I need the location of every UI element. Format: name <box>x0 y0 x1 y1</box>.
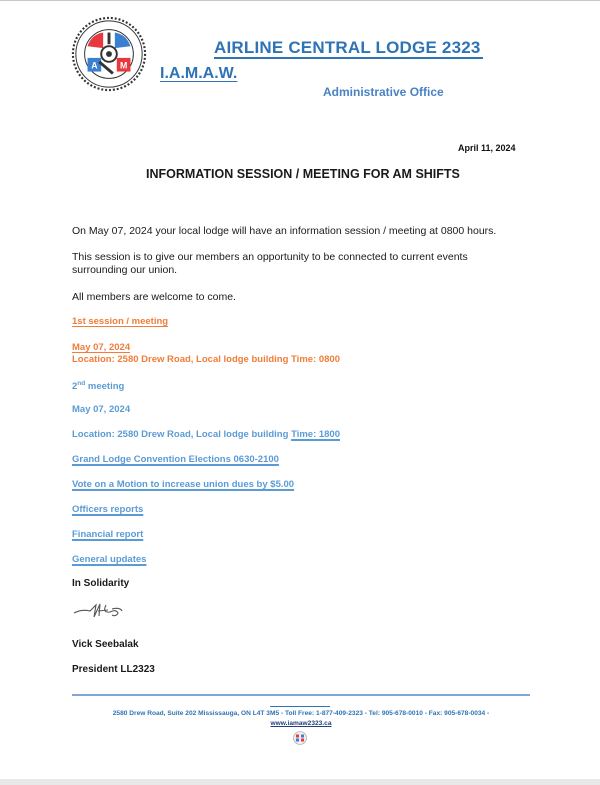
session2-title-num: 2 <box>72 381 78 393</box>
office-label: Administrative Office <box>323 85 444 99</box>
svg-text:M: M <box>119 60 128 71</box>
org-abbreviation: I.A.M.A.W. <box>160 65 238 82</box>
agenda-item-general-updates: General updates <box>72 554 147 565</box>
purpose-paragraph: This session is to give our members an opportunity to be connected to current events surrounding our union. <box>72 251 468 276</box>
footer-address: 2580 Drew Road, Suite 202 Mississauga, ON L4T 3M5 - Toll Free: 1-877-409-2323 - Tel: 905-678-0010 - Fax: 905-678-0034 - <box>112 710 490 717</box>
welcome-paragraph: All members are welcome to come. <box>72 291 236 303</box>
agenda-item-officers-reports: Officers reports <box>72 504 144 515</box>
session2-location-text: Location: 2580 Drew Road, Local lodge building <box>72 429 292 440</box>
session2-location <box>72 428 340 441</box>
footer-website-link[interactable]: www.iamaw2323.ca <box>270 720 332 727</box>
footer-divider <box>72 694 530 696</box>
session2-title-sup: nd <box>77 380 86 387</box>
letter-heading: INFORMATION SESSION / MEETING FOR AM SHIFTS <box>146 167 460 181</box>
session1-title: 1st session / meeting <box>72 316 169 327</box>
signer-name: Vick Seebalak <box>72 639 139 650</box>
signature-image <box>72 599 128 621</box>
footer-logo-icon <box>293 731 307 745</box>
closing-salutation: In Solidarity <box>72 578 130 589</box>
agenda-item-financial-report: Financial report <box>72 529 144 540</box>
session2-date: May 07, 2024 <box>72 404 131 415</box>
footer-short-divider <box>270 706 330 707</box>
agenda-item-elections: Grand Lodge Convention Elections 0630-2100 <box>72 454 279 465</box>
lodge-title: AIRLINE CENTRAL LODGE 2323 <box>214 38 481 57</box>
letter-date: April 11, 2024 <box>458 143 516 153</box>
session1-date: May 07, 2024 <box>72 342 131 353</box>
signer-title: President LL2323 <box>72 664 155 675</box>
session2-time: Time: 1800 <box>291 429 341 440</box>
footer-contact <box>72 709 530 729</box>
session2-title <box>72 377 124 393</box>
intro-paragraph: On May 07, 2024 your local lodge will have an information session / meeting at 0800 hours. <box>72 225 497 237</box>
svg-text:A: A <box>91 60 98 71</box>
session2-title-rest: meeting <box>85 381 125 393</box>
iam-union-logo <box>70 15 148 93</box>
session1-location: Location: 2580 Drew Road, Local lodge building Time: 0800 <box>72 354 340 365</box>
agenda-item-dues-motion: Vote on a Motion to increase union dues by $5.00 <box>72 479 295 490</box>
